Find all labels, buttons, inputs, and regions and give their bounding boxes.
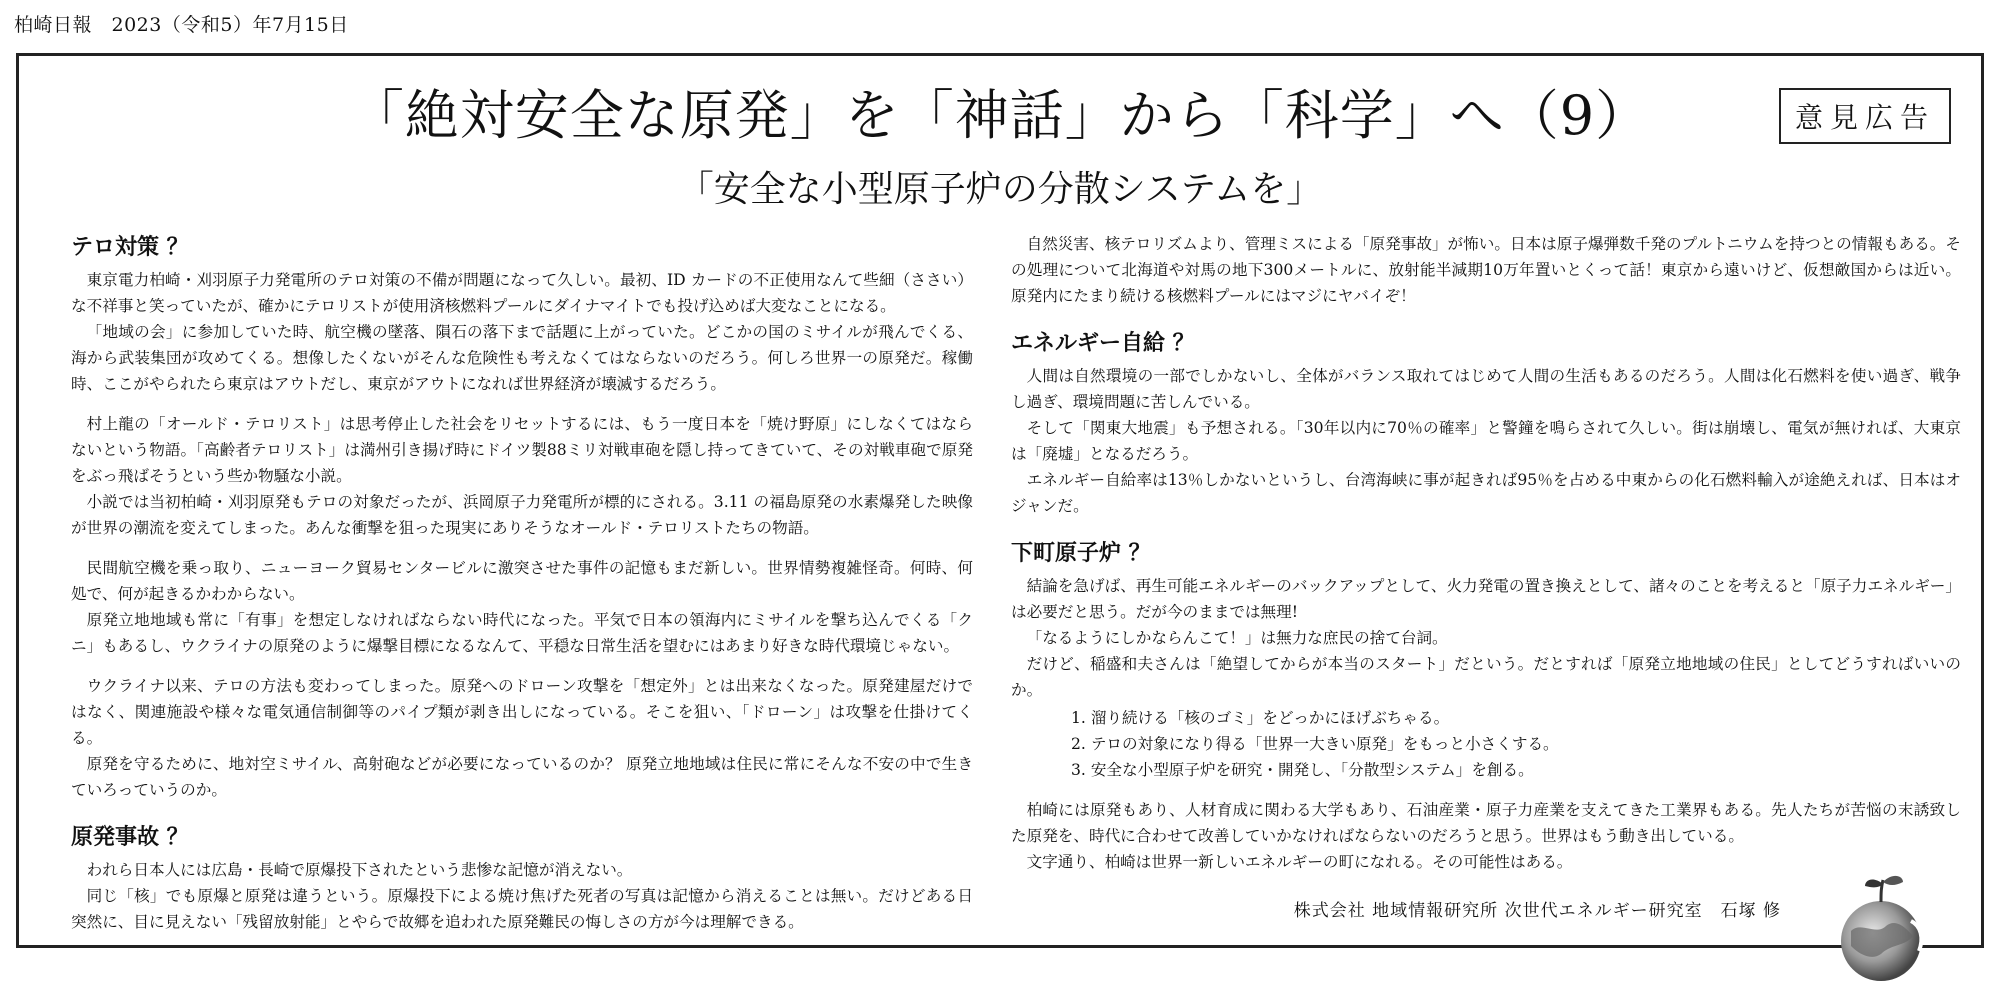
paragraph: 東京電力柏崎・刈羽原子力発電所のテロ対策の不備が問題になって久しい。最初、ID カードの不正使用なんて些細（ささい）な不祥事と笑っていたが、確かにテロリストが使用済核燃料プールにダイナマイトでも投げ込めば大変なことになる。	[71, 271, 973, 315]
left-column	[71, 231, 973, 947]
list-item: 1. 溜り続ける「核のゴミ」をどっかにほげぶちゃる。	[1071, 709, 1450, 727]
list-item: 3. 安全な小型原子炉を研究・開発し、「分散型システム」を創る。	[1071, 761, 1534, 779]
section-accident	[71, 823, 973, 935]
ad-title: 「絶対安全な原発」を「神話」から「科学」へ（9）	[349, 84, 1651, 147]
paragraph: 村上龍の「オールド・テロリスト」は思考停止した社会をリセットするには、もう一度日本を「焼け野原」にしなくてはならないという物語。「高齢者テロリスト」は満州引き揚げ時にドイツ製88ミリ対戦車砲を隠し持ってきていて、その対戦車砲で原発をぶっ飛ばそうという些か物騒な小説。	[71, 415, 973, 485]
opinion-ad-frame	[16, 53, 1984, 948]
paragraph: 柏崎には原発もあり、人材育成に関わる大学もあり、石油産業・原子力産業を支えてきた工業界もある。先人たちが苦悩の末誘致した原発を、時代に合わせて改善していかなければならないのだろうと思う。世界はもう動き出している。	[1011, 801, 1961, 845]
proposal-list	[1011, 705, 1961, 783]
list-item: 2. テロの対象になり得る「世界一大きい原発」をもっと小さくする。	[1071, 735, 1559, 753]
paragraph: 原発を守るために、地対空ミサイル、高射砲などが必要になっているのか？ 原発立地地域は住民に常にそんな不安の中で生きていろっていうのか。	[71, 755, 973, 799]
paragraph: だけど、稲盛和夫さんは「絶望してからが本当のスタート」だという。だとすれば「原発立地地域の住民」としてどうすればいいのか。	[1011, 655, 1961, 699]
section-energy	[1011, 329, 1961, 519]
paragraph: エネルギー自給率は13％しかないというし、台湾海峡に事が起きれば95％を占める中東からの化石燃料輸入が途絶えれば、日本はオジャンだ。	[1011, 471, 1961, 515]
paragraph: 文字通り、柏崎は世界一新しいエネルギーの町になれる。その可能性はある。	[1026, 853, 1573, 871]
paragraph: 「なるようにしかならんこて！」は無力な庶民の捨て台詞。	[1026, 629, 1448, 647]
paragraph: そして「関東大地震」も予想される。「30年以内に70％の確率」と警鐘を鳴らされて久しい。街は崩壊し、電気が無ければ、大東京は「廃墟」となるだろう。	[1011, 419, 1961, 463]
paragraph: 人間は自然環境の一部でしかないし、全体がバランス取れてはじめて人間の生活もあるのだろう。人間は化石燃料を使い過ぎ、戦争し過ぎ、環境問題に苦しんでいる。	[1011, 367, 1961, 411]
globe-with-sprout-icon	[1821, 866, 1941, 986]
section-downtown-reactor	[1011, 539, 1961, 875]
section-accident-cont	[1011, 231, 1961, 309]
section-terror	[71, 233, 973, 803]
ad-subtitle: 「安全な小型原子炉の分散システムを」	[677, 169, 1323, 210]
paragraph: 結論を急げば、再生可能エネルギーのバックアップとして、火力発電の置き換えとして、諸々のことを考えると「原子力エネルギー」は必要だと思う。だが今のままでは無理!	[1011, 577, 1961, 621]
paragraph: 同じ「核」でも原爆と原発は違うという。原爆投下による焼け焦げた死者の写真は記憶から消えることは無い。だけどある日突然に、目に見えない「残留放射能」とやらで故郷を追われた原発難民の悔しさの方が今は理解できる。	[71, 887, 973, 931]
section-heading: 原発事故 ？	[71, 825, 189, 850]
section-heading: テロ対策 ？	[71, 235, 189, 260]
ad-label-box: 意見広告	[1779, 88, 1951, 144]
section-heading: エネルギー自給 ？	[1011, 331, 1195, 356]
paragraph: われら日本人には広島・長崎で原爆投下されたという悲惨な記憶が消えない。	[86, 861, 633, 879]
author-signature: 株式会社 地域情報研究所 次世代エネルギー研究室 石塚 修	[1293, 901, 1781, 921]
section-heading: 下町原子炉 ？	[1011, 541, 1151, 566]
paragraph: 小説では当初柏崎・刈羽原発もテロの対象だったが、浜岡原子力発電所が標的にされる。3.11 の福島原発の水素爆発した映像が世界の潮流を変えてしまった。あんな衝撃を狙った現実にありそうなオールド・テロリストたちの物語。	[71, 493, 973, 537]
paragraph: 原発立地地域も常に「有事」を想定しなければならない時代になった。平気で日本の領海内にミサイルを撃ち込んでくる「クニ」もあるし、ウクライナの原発のように爆撃目標になるなんて、平穏な日常生活を望むにはあまり好きな時代環境じゃない。	[71, 611, 973, 655]
paragraph: 自然災害、核テロリズムより、管理ミスによる「原発事故」が怖い。日本は原子爆弾数千発のプルトニウムを持つとの情報もある。その処理について北海道や対馬の地下300メートルに、放射能半減期10万年置いとくって話！東京から遠いけど、仮想敵国からは近い。原発内にたまり続ける核燃料プールにはマジにヤバイぞ！	[1011, 235, 1961, 305]
right-column	[1011, 231, 1961, 887]
paragraph: ウクライナ以来、テロの方法も変わってしまった。原発へのドローン攻撃を「想定外」とは出来なくなった。原発建屋だけではなく、関連施設や様々な電気通信制御等のパイプ類が剥き出しになっている。そこを狙い、「ドローン」は攻撃を仕掛けてくる。	[71, 677, 973, 747]
paragraph: 「地域の会」に参加していた時、航空機の墜落、隕石の落下まで話題に上がっていた。どこかの国のミサイルが飛んでくる、海から武装集団が攻めてくる。想像したくないがそんな危険性も考えなくてはならないのだろう。何しろ世界一の原発だ。稼働時、ここがやられたら東京はアウトだし、東京がアウトになれば世界経済が壊滅するだろう。	[71, 323, 973, 393]
paragraph: 民間航空機を乗っ取り、ニューヨーク貿易センタービルに激突させた事件の記憶もまだ新しい。世界情勢複雑怪奇。何時、何処で、何が起きるかわからない。	[71, 559, 973, 603]
masthead: 柏崎日報 2023（令和5）年7月15日	[14, 14, 349, 36]
